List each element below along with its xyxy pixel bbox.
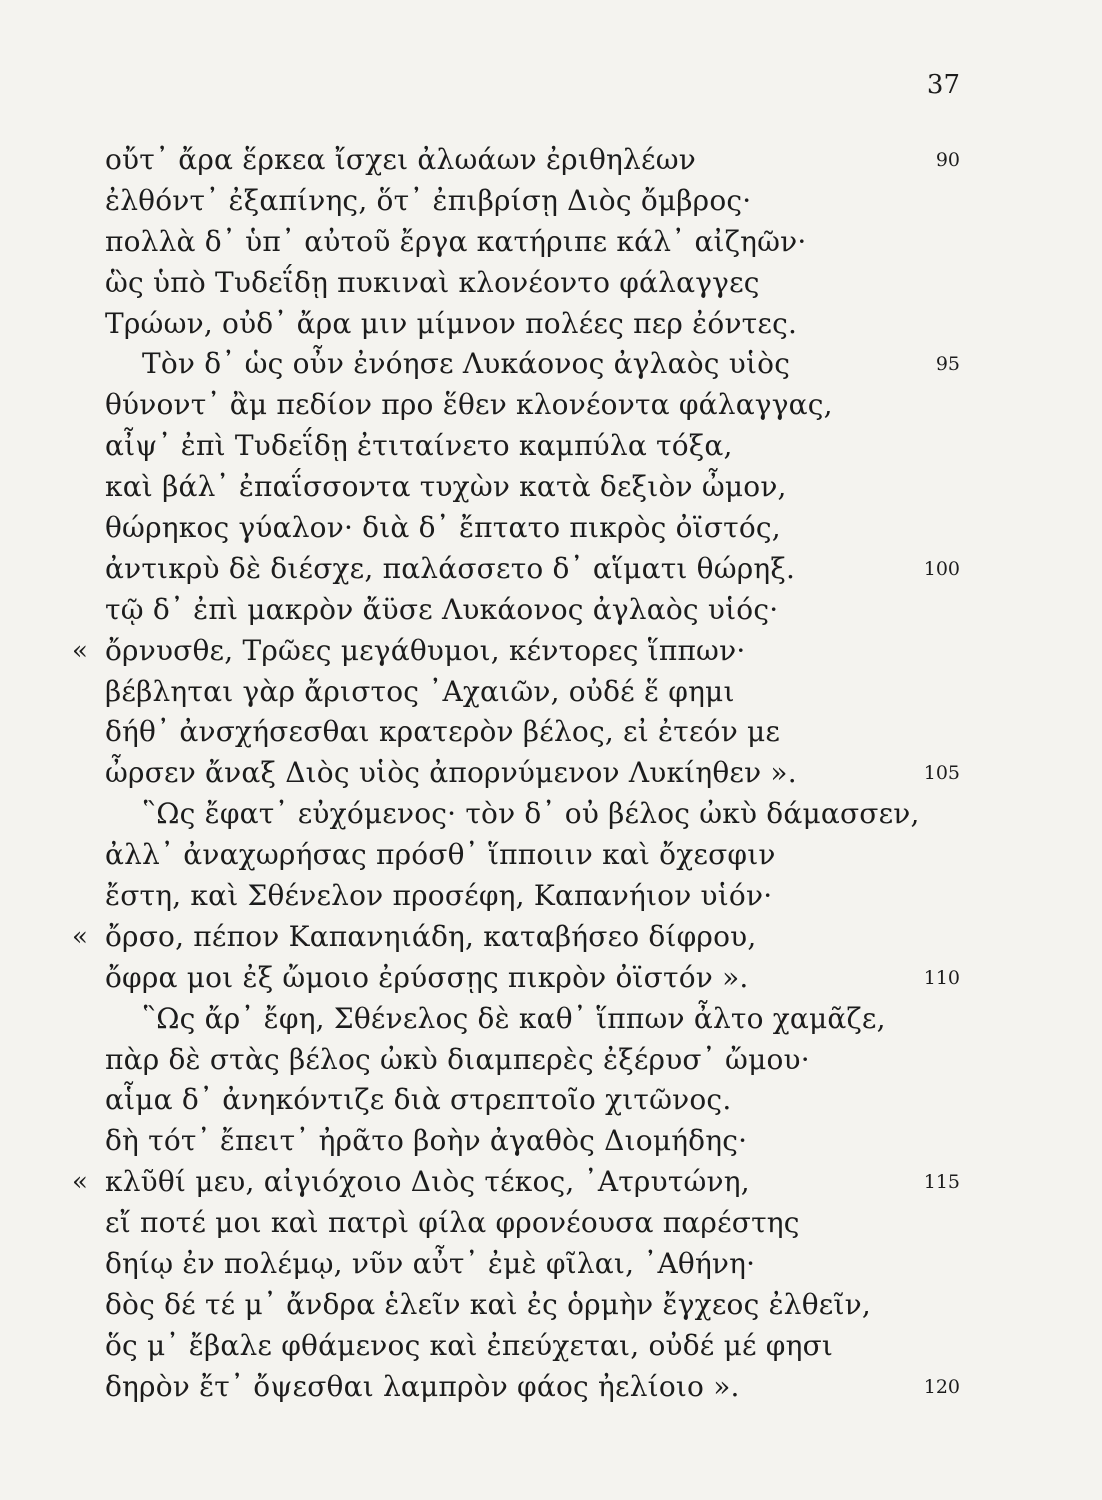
verse-text: θώρηκος γύαλον· διὰ δ᾽ ἔπτατο πικρὸς ὀϊστός, (105, 511, 781, 545)
line-number: 105 (923, 762, 960, 785)
line-number: 90 (935, 149, 960, 171)
verse-list (0, 140, 1102, 1408)
verse-text: ῝Ως ἄρ᾽ ἔφη, Σθένελος δὲ καθ᾽ ἵππων ἆλτο χαμᾶζε, (142, 1001, 886, 1035)
quote-mark: « (72, 921, 88, 952)
verse-text: ἀντικρὺ δὲ διέσχε, παλάσσετο δ᾽ αἵματι θώρηξ. (105, 551, 796, 585)
verse-line (0, 385, 1102, 426)
verse-line (0, 140, 1102, 181)
verse-text: Τὸν δ᾽ ὡς οὖν ἐνόησε Λυκάονος ἀγλαὸς υἱὸς (142, 347, 791, 381)
verse-line (0, 1080, 1102, 1121)
verse-line (0, 1040, 1102, 1081)
quote-mark: « (72, 635, 88, 666)
line-number: 100 (923, 557, 960, 580)
verse-line (0, 222, 1102, 263)
verse-text: ὄρνυσθε, Τρῶες μεγάθυμοι, κέντορες ἵππων· (105, 633, 746, 667)
verse-text: Τρώων, οὐδ᾽ ἄρα μιν μίμνον πολέες περ ἐόντες. (105, 306, 798, 340)
verse-text: θύνοντ᾽ ἂμ πεδίον προ ἕθεν κλονέοντα φάλαγγας, (105, 388, 833, 422)
line-number: 110 (923, 966, 960, 989)
verse-text: αἶψ᾽ ἐπὶ Τυδεΐδῃ ἐτιταίνετο καμπύλα τόξα, (105, 429, 733, 463)
verse-line (0, 958, 1102, 999)
verse-text: δὴ τότ᾽ ἔπειτ᾽ ἠρᾶτο βοὴν ἀγαθὸς Διομήδης· (105, 1124, 748, 1158)
verse-line (0, 1162, 1102, 1203)
verse-line (0, 1244, 1102, 1285)
verse-line (0, 753, 1102, 794)
verse-text: τῷ δ᾽ ἐπὶ μακρὸν ἄϋσε Λυκάονος ἀγλαὸς υἱός· (105, 592, 779, 626)
verse-text: ὄρσο, πέπον Καπανηιάδη, καταβήσεο δίφρου, (105, 919, 757, 953)
verse-line (0, 426, 1102, 467)
quote-mark: « (72, 1167, 88, 1198)
verse-text: ἐλθόντ᾽ ἐξαπίνης, ὅτ᾽ ἐπιβρίσῃ Διὸς ὄμβρος· (105, 183, 752, 217)
verse-text: αἷμα δ᾽ ἀνηκόντιζε διὰ στρεπτοῖο χιτῶνος. (105, 1083, 732, 1117)
verse-text: ἀλλ᾽ ἀναχωρήσας πρόσθ᾽ ἵπποιιν καὶ ὄχεσφιν (105, 838, 776, 872)
verse-text: ὄφρα μοι ἐξ ὤμοιο ἐρύσσῃς πικρὸν ὀϊστόν ». (105, 960, 749, 994)
verse-text: οὔτ᾽ ἄρα ἕρκεα ἴσχει ἀλωάων ἐριθηλέων (105, 143, 696, 176)
verse-text: δὸς δέ τέ μ᾽ ἄνδρα ἑλεῖν καὶ ἐς ὁρμὴν ἔγχεος ἐλθεῖν, (105, 1287, 872, 1321)
line-number: 95 (935, 353, 960, 376)
verse-line (0, 672, 1102, 713)
verse-line (0, 712, 1102, 753)
verse-line (0, 835, 1102, 876)
verse-line (0, 304, 1102, 345)
verse-text: πολλὰ δ᾽ ὑπ᾽ αὐτοῦ ἔργα κατήριπε κάλ᾽ αἰζηῶν· (105, 224, 807, 258)
verse-line (0, 1326, 1102, 1367)
page-number: 37 (926, 70, 960, 100)
verse-line (0, 999, 1102, 1040)
verse-text: δήθ᾽ ἀνσχήσεσθαι κρατερὸν βέλος, εἰ ἐτεόν με (105, 715, 781, 749)
verse-text: ὅς μ᾽ ἔβαλε φθάμενος καὶ ἐπεύχεται, οὐδέ μέ φησι (105, 1328, 834, 1362)
verse-line (0, 263, 1102, 304)
verse-text: ῝Ως ἔφατ᾽ εὐχόμενος· τὸν δ᾽ οὐ βέλος ὠκὺ δάμασσεν, (142, 797, 920, 831)
verse-line (0, 1285, 1102, 1326)
verse-line (0, 344, 1102, 385)
verse-line (0, 549, 1102, 590)
verse-line (0, 1203, 1102, 1244)
verse-text: ὣς ὑπὸ Τυδεΐδῃ πυκιναὶ κλονέοντο φάλαγγες (105, 265, 760, 299)
verse-line (0, 876, 1102, 917)
verse-text: δηρὸν ἔτ᾽ ὄψεσθαι λαμπρὸν φάος ἠελίοιο ». (105, 1369, 740, 1403)
verse-line (0, 1121, 1102, 1162)
verse-text: βέβληται γὰρ ἄριστος ᾿Αχαιῶν, οὐδέ ἕ φημι (105, 674, 735, 708)
verse-text: δηίῳ ἐν πολέμῳ, νῦν αὖτ᾽ ἐμὲ φῖλαι, ᾿Αθήνη· (105, 1247, 756, 1281)
verse-text: ἔστη, καὶ Σθένελον προσέφη, Καπανήιον υἱόν· (105, 879, 773, 913)
verse-text: εἴ ποτέ μοι καὶ πατρὶ φίλα φρονέουσα παρέστης (105, 1206, 800, 1240)
verse-line (0, 631, 1102, 672)
verse-line (0, 590, 1102, 631)
line-number: 115 (923, 1171, 960, 1194)
verse-line (0, 1367, 1102, 1408)
verse-line (0, 508, 1102, 549)
line-number: 120 (923, 1375, 960, 1398)
verse-text: κλῦθί μευ, αἰγιόχοιο Διὸς τέκος, ᾿Ατρυτώνη, (105, 1165, 750, 1199)
verse-text: καὶ βάλ᾽ ἐπαΐσσοντα τυχὼν κατὰ δεξιὸν ὦμον, (105, 470, 787, 504)
verse-text: ὦρσεν ἄναξ Διὸς υἱὸς ἀπορνύμενον Λυκίηθεν ». (105, 756, 797, 790)
verse-line (0, 181, 1102, 222)
verse-line (0, 917, 1102, 958)
verse-line (0, 794, 1102, 835)
verse-text: πὰρ δὲ στὰς βέλος ὠκὺ διαμπερὲς ἐξέρυσ᾽ ὤμου· (105, 1042, 810, 1076)
verse-line (0, 467, 1102, 508)
